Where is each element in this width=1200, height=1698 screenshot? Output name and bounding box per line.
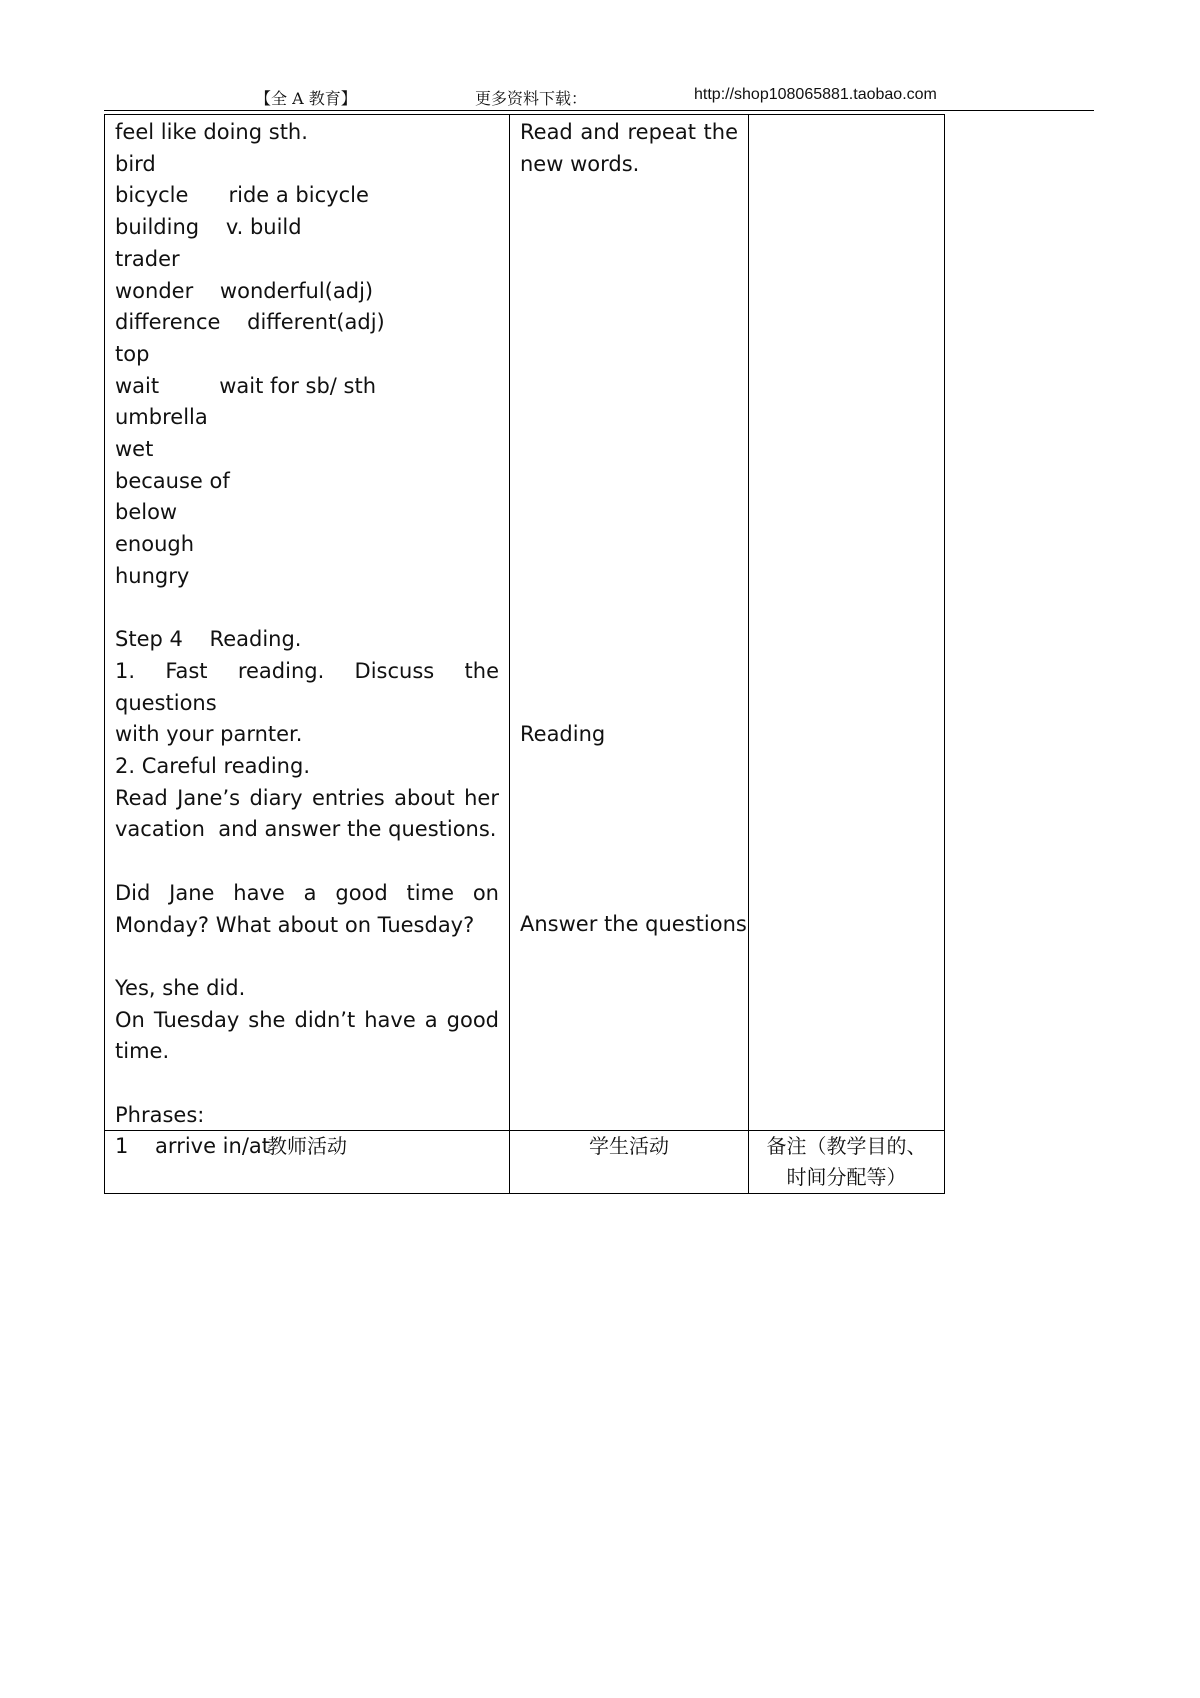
text-line: top bbox=[115, 341, 150, 366]
header-url[interactable]: http://shop108065881.taobao.com bbox=[694, 86, 937, 103]
text-line bbox=[520, 466, 738, 498]
text-line bbox=[115, 941, 499, 973]
text-line: Read Jane’s diary entries about her bbox=[115, 785, 499, 810]
text-line: 2. Careful reading. bbox=[115, 754, 310, 779]
text-line: On Tuesday she didn’t have a good bbox=[115, 1007, 499, 1032]
remark-cell bbox=[749, 115, 945, 1131]
text-line: wet bbox=[115, 437, 154, 462]
text-line bbox=[520, 878, 738, 910]
text-line bbox=[115, 1068, 499, 1100]
text-line: Reading bbox=[520, 722, 606, 747]
text-line: below bbox=[115, 500, 178, 525]
text-line: Yes, she did. bbox=[115, 975, 246, 1000]
student-activity-cell bbox=[510, 115, 749, 1131]
text-line bbox=[520, 656, 738, 688]
text-line bbox=[520, 529, 738, 561]
text-line bbox=[520, 592, 738, 624]
text-line: with your parnter. bbox=[115, 722, 303, 747]
text-line bbox=[520, 244, 738, 276]
text-line: 1. Fast reading. Discuss the questions bbox=[115, 658, 499, 715]
text-line: Step 4 Reading. bbox=[115, 627, 302, 652]
text-line bbox=[520, 814, 738, 846]
text-line bbox=[520, 402, 738, 434]
text-line: enough bbox=[115, 532, 195, 557]
text-line: bicycle ride a bicycle bbox=[115, 183, 369, 208]
text-line bbox=[520, 371, 738, 403]
text-line: 1 arrive in/at bbox=[115, 1134, 271, 1159]
text-line: vacation and answer the questions. bbox=[115, 817, 497, 842]
text-line bbox=[520, 212, 738, 244]
page-header bbox=[0, 84, 1200, 112]
footer-student-activity: 学生活动 bbox=[510, 1131, 749, 1194]
text-line: Phrases: bbox=[115, 1102, 205, 1127]
text-line: feel like doing sth. bbox=[115, 120, 308, 144]
table-row-content bbox=[105, 115, 945, 1131]
text-line: Monday? What about on Tuesday? bbox=[115, 912, 475, 937]
text-line: new words. bbox=[520, 151, 640, 176]
text-line bbox=[520, 275, 738, 307]
footer-remark-line1: 备注（教学目的、 bbox=[766, 1134, 927, 1158]
footer-remark bbox=[749, 1131, 945, 1194]
text-line: bird bbox=[115, 151, 156, 176]
text-line bbox=[520, 307, 738, 339]
student-activity-text bbox=[510, 115, 748, 1130]
text-line bbox=[115, 846, 499, 878]
header-more-download: 更多资料下载： bbox=[475, 89, 588, 108]
text-line: building v. build bbox=[115, 215, 302, 240]
header-brand: 【全 A 教育】 bbox=[255, 89, 357, 108]
text-line: time. bbox=[115, 1039, 170, 1064]
lesson-plan-table bbox=[104, 114, 945, 1194]
text-line: hungry bbox=[115, 563, 190, 588]
text-line: because of bbox=[115, 468, 230, 493]
text-line: Answer the questions bbox=[520, 912, 747, 937]
text-line bbox=[520, 624, 738, 656]
text-line bbox=[520, 497, 738, 529]
text-line: umbrella bbox=[115, 405, 208, 430]
text-line bbox=[115, 593, 499, 625]
text-line: Read and repeat the bbox=[520, 120, 738, 144]
remark-empty bbox=[749, 115, 944, 1128]
text-line bbox=[520, 180, 738, 212]
text-line bbox=[520, 339, 738, 371]
text-line bbox=[520, 434, 738, 466]
text-line bbox=[520, 846, 738, 878]
text-line bbox=[520, 782, 738, 814]
header-rule bbox=[104, 110, 1094, 111]
text-line: wait wait for sb/ sth bbox=[115, 373, 377, 398]
text-line bbox=[520, 561, 738, 593]
text-line: Did Jane have a good time on bbox=[115, 880, 499, 905]
text-line: trader bbox=[115, 246, 180, 271]
text-line bbox=[520, 751, 738, 783]
footer-teacher-activity: 教师活动 bbox=[105, 1131, 510, 1194]
footer-remark-line2: 时间分配等） bbox=[786, 1165, 907, 1189]
text-line: wonder wonderful(adj) bbox=[115, 278, 374, 303]
text-line: difference different(adj) bbox=[115, 310, 385, 335]
text-line bbox=[520, 687, 738, 719]
